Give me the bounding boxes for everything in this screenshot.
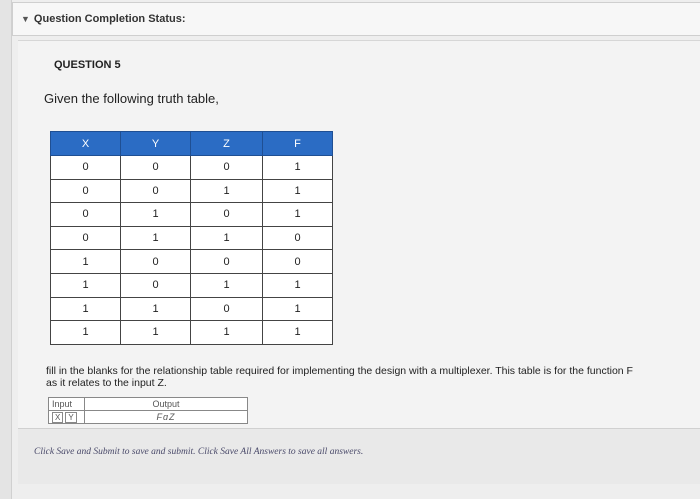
table-row xyxy=(51,156,333,180)
truth-cell: 0 xyxy=(121,250,191,274)
truth-cell: 1 xyxy=(121,226,191,250)
truth-cell: 1 xyxy=(121,321,191,345)
truth-cell: 1 xyxy=(263,297,333,321)
table-row xyxy=(51,273,333,297)
chevron-down-icon[interactable]: ▼ xyxy=(21,14,30,24)
truth-cell: 0 xyxy=(191,156,263,180)
truth-cell: 0 xyxy=(51,226,121,250)
truth-cell: 1 xyxy=(263,179,333,203)
truth-cell: 0 xyxy=(51,203,121,227)
truth-cell: 1 xyxy=(263,203,333,227)
truth-cell: 0 xyxy=(191,203,263,227)
table-row xyxy=(51,179,333,203)
submit-footer xyxy=(18,428,700,484)
table-row xyxy=(51,226,333,250)
truth-cell: 0 xyxy=(263,250,333,274)
footer-instructions: Click Save and Submit to save and submit. Click Save All Answers to save all answers. xyxy=(34,447,364,457)
left-edge-gutter xyxy=(0,0,12,499)
question-number: QUESTION 5 xyxy=(54,59,121,71)
truth-header-y: Y xyxy=(121,132,191,156)
truth-table-header-row xyxy=(51,132,333,156)
mux-sub-header-row xyxy=(49,411,248,424)
question-instructions xyxy=(46,365,700,389)
question-prompt: Given the following truth table, xyxy=(44,91,219,106)
mux-input-header: Input xyxy=(49,398,85,411)
truth-cell: 0 xyxy=(191,250,263,274)
truth-cell: 1 xyxy=(51,250,121,274)
table-row xyxy=(51,321,333,345)
question-card xyxy=(18,40,700,440)
truth-cell: 1 xyxy=(51,321,121,345)
mux-output-header: Output xyxy=(85,398,248,411)
mux-input-y: Y xyxy=(65,412,76,423)
truth-cell: 1 xyxy=(51,297,121,321)
truth-cell: 1 xyxy=(263,321,333,345)
table-row xyxy=(51,250,333,274)
truth-cell: 1 xyxy=(191,273,263,297)
truth-cell: 1 xyxy=(263,273,333,297)
status-label: Question Completion Status: xyxy=(33,13,186,25)
truth-cell: 0 xyxy=(263,226,333,250)
question-completion-status-bar[interactable] xyxy=(12,2,700,36)
mux-header-row xyxy=(49,398,248,411)
instructions-line-1: fill in the blanks for the relationship table required for implementing the design with a multiplexer. This table is for the function F xyxy=(46,365,633,377)
truth-cell: 0 xyxy=(121,179,191,203)
instructions-line-2: as it relates to the input Z. xyxy=(46,377,167,389)
mux-input-x: X xyxy=(52,412,63,423)
truth-cell: 1 xyxy=(263,156,333,180)
truth-cell: 1 xyxy=(121,203,191,227)
multiplexer-relationship-table xyxy=(48,397,248,424)
truth-cell: 0 xyxy=(121,156,191,180)
truth-cell: 0 xyxy=(51,179,121,203)
truth-cell: 0 xyxy=(191,297,263,321)
mux-input-sub xyxy=(49,411,85,424)
table-row xyxy=(51,203,333,227)
truth-cell: 1 xyxy=(191,321,263,345)
truth-header-z: Z xyxy=(191,132,263,156)
truth-table xyxy=(50,131,333,345)
truth-cell: 0 xyxy=(121,273,191,297)
truth-header-x: X xyxy=(51,132,121,156)
truth-header-f: F xyxy=(263,132,333,156)
truth-cell: 1 xyxy=(121,297,191,321)
mux-output-sub: FɑZ xyxy=(85,411,248,424)
table-row xyxy=(51,297,333,321)
truth-cell: 1 xyxy=(191,226,263,250)
truth-cell: 1 xyxy=(51,273,121,297)
truth-cell: 0 xyxy=(51,156,121,180)
truth-cell: 1 xyxy=(191,179,263,203)
